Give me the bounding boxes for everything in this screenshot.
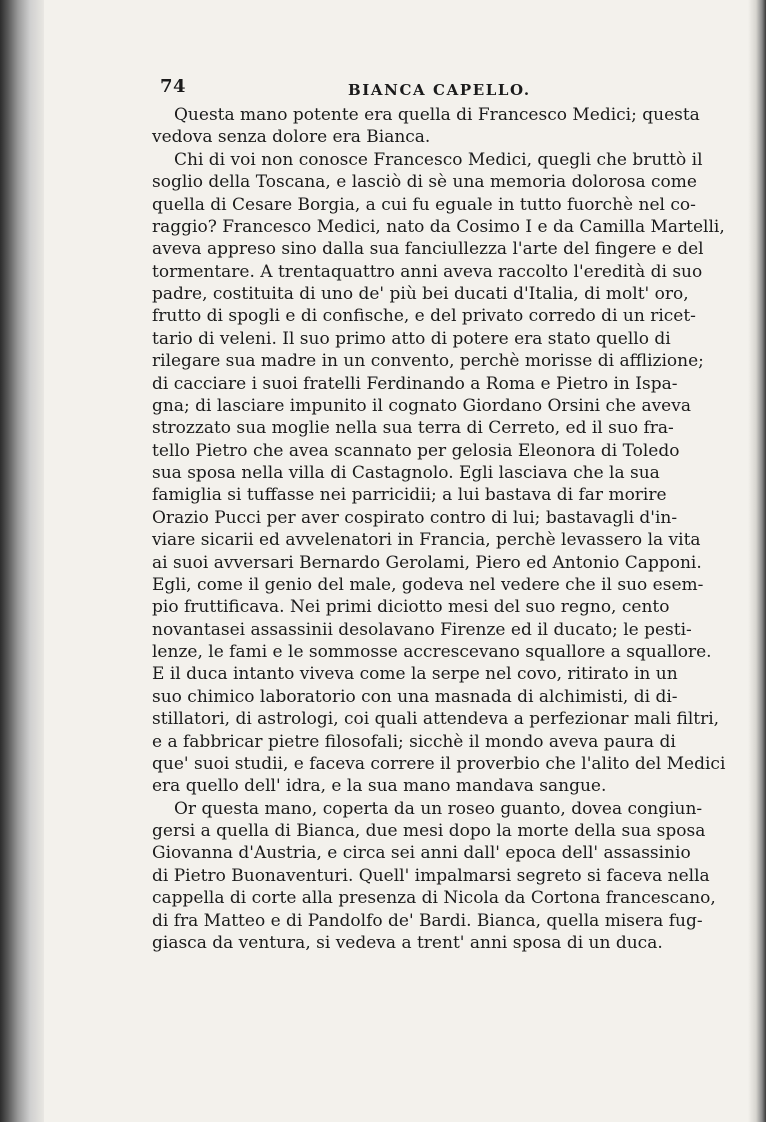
text-line: Chi di voi non conosce Francesco Medici, quegli che bruttò il [174,149,703,170]
text-line: era quello dell' idra, e la sua mano mandava sangue. [152,776,607,797]
text-line: aveva appreso sino dalla sua fanciullezza l'arte del fingere e del [152,239,704,260]
text-line: strozzato sua moglie nella sua terra di Cerreto, ed il suo fra- [152,418,674,439]
text-line: di fra Matteo e di Pandolfo de' Bardi. Bianca, quella misera fug- [152,910,703,931]
text-line: padre, costituita di uno de' più bei ducati d'Italia, di molt' oro, [152,284,689,304]
text-line: famiglia si tuffasse nei parricidii; a lui bastava di far morire [152,485,667,506]
text-line: viare sicarii ed avvelenatori in Francia, perchè levassero la vita [152,530,701,551]
text-line: lenze, le fami e le sommosse accrescevano squallore a squallore. [152,642,712,662]
text-line: tello Pietro che avea scannato per gelosia Eleonora di Toledo [152,440,680,461]
text-line: vedova senza dolore era Bianca. [152,127,431,148]
text-line: Questa mano potente era quella di Francesco Medici; questa [174,105,700,125]
text-line: sua sposa nella villa di Castagnolo. Egli lasciava che la sua [152,463,660,483]
body-text [152,104,726,954]
text-line: gersi a quella di Bianca, due mesi dopo la morte della sua sposa [152,821,706,841]
text-line: Or questa mano, coperta da un roseo guanto, dovea congiun- [174,798,703,819]
text-line: novantasei assassinii desolavano Firenze ed il ducato; le pesti- [152,619,692,640]
text-line: tario di veleni. Il suo primo atto di potere era stato quello di [152,328,671,349]
text-line: ai suoi avversari Bernardo Gerolami, Piero ed Antonio Capponi. [152,552,702,573]
book-spine-shadow [0,0,44,1122]
text-line: di cacciare i suoi fratelli Ferdinando a Roma e Pietro in Ispa- [152,373,678,394]
text-line: pio fruttificava. Nei primi diciotto mesi del suo regno, cento [152,597,670,618]
text-line: E il duca intanto viveva come la serpe nel covo, ritirato in un [152,664,678,685]
text-line: cappella di corte alla presenza di Nicola da Cortona francescano, [152,888,716,909]
running-title: BIANCA CAPELLO. [348,81,531,99]
text-line: e a fabbricar pietre filosofali; sicchè il mondo aveva paura di [152,731,676,752]
text-line: giasca da ventura, si vedeva a trent' anni sposa di un duca. [152,932,663,953]
text-line: di Pietro Buonaventuri. Quell' impalmarsi segreto si faceva nella [152,865,710,886]
text-line: Orazio Pucci per aver cospirato contro di lui; bastavagli d'in- [152,507,678,528]
text-line: Egli, come il genio del male, godeva nel vedere che il suo esem- [152,574,704,595]
text-line: que' suoi studii, e faceva correre il proverbio che l'alito del Medici [152,753,726,774]
page-edge-shadow [748,0,766,1122]
text-line: raggio? Francesco Medici, nato da Cosimo I e da Camilla Martelli, [152,216,725,237]
text-line: rilegare sua madre in un convento, perchè morisse di afflizione; [152,351,704,372]
text-line: frutto di spogli e di confische, e del privato corredo di un ricet- [152,306,696,327]
page-number: 74 [160,76,187,97]
text-line: soglio della Toscana, e lasciò di sè una memoria dolorosa come [152,172,697,193]
text-line: tormentare. A trentaquattro anni aveva raccolto l'eredità di suo [152,261,703,282]
text-line: Giovanna d'Austria, e circa sei anni dall' epoca dell' assassinio [152,843,691,864]
text-line: gna; di lasciare impunito il cognato Giordano Orsini che aveva [152,395,691,416]
text-line: quella di Cesare Borgia, a cui fu eguale in tutto fuorchè nel co- [152,194,696,215]
text-line: suo chimico laboratorio con una masnada di alchimisti, di di- [152,686,678,707]
text-line: stillatori, di astrologi, coi quali attendeva a perfezionar mali filtri, [152,709,720,730]
